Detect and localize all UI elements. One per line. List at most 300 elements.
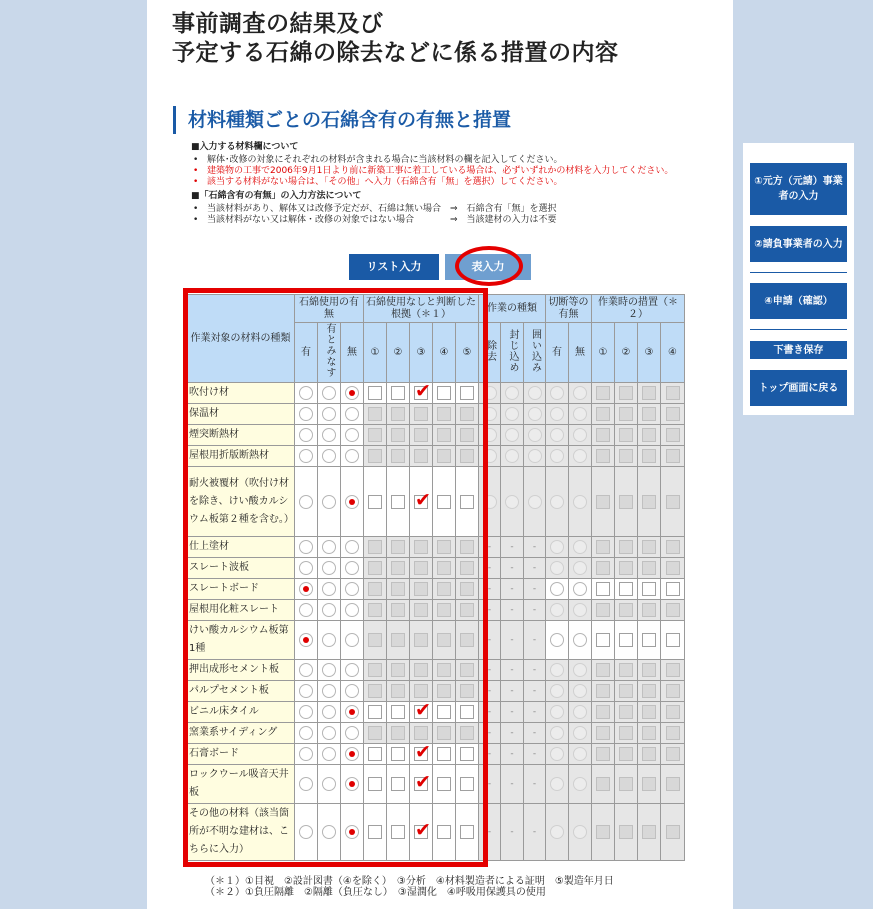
dash-text: -	[510, 827, 514, 837]
notes-heading-asbestos: ■「石綿含有の有無」の入力方法について	[191, 191, 362, 201]
cut-cell	[546, 702, 569, 723]
column-header-work: 封じ込め	[501, 323, 524, 383]
checkbox[interactable]	[666, 603, 680, 617]
material-name: 保温材	[187, 404, 295, 425]
material-name: ロックウール吸音天井板	[187, 765, 295, 804]
side-menu	[743, 143, 854, 415]
checkbox[interactable]	[642, 582, 656, 596]
work-type-cell	[524, 723, 546, 744]
measure-cell	[615, 744, 638, 765]
radio-button[interactable]	[550, 561, 564, 575]
dash-text: -	[532, 665, 537, 675]
measure-cell	[638, 383, 661, 404]
group-header-cut: 切断等の有無	[546, 295, 592, 323]
radio-button[interactable]	[573, 747, 587, 761]
checkbox[interactable]	[642, 633, 656, 647]
column-header-measure: ②	[615, 323, 638, 383]
cut-cell	[569, 744, 592, 765]
notes-list-materials	[191, 155, 721, 188]
radio-button[interactable]	[550, 386, 564, 400]
checkbox[interactable]	[642, 603, 656, 617]
measure-cell	[592, 467, 615, 537]
checkbox[interactable]	[666, 726, 680, 740]
radio-button[interactable]	[573, 495, 587, 509]
measure-cell	[638, 558, 661, 579]
radio-button[interactable]	[573, 428, 587, 442]
measure-cell	[638, 681, 661, 702]
measure-cell	[615, 558, 638, 579]
dash-text: -	[532, 749, 537, 759]
checkbox[interactable]	[666, 705, 680, 719]
column-header-usage: 有とみなす	[318, 323, 341, 383]
measure-cell	[592, 537, 615, 558]
material-name: 仕上塗材	[187, 537, 295, 558]
cut-cell	[546, 383, 569, 404]
dash-text: -	[510, 749, 514, 759]
radio-button[interactable]	[550, 747, 564, 761]
cut-cell	[569, 804, 592, 861]
measure-cell	[638, 425, 661, 446]
measure-cell	[638, 702, 661, 723]
checkbox[interactable]	[666, 540, 680, 554]
checkbox[interactable]	[642, 663, 656, 677]
radio-button[interactable]	[528, 386, 542, 400]
cut-cell	[546, 537, 569, 558]
cut-cell	[546, 558, 569, 579]
dash-text: -	[532, 584, 537, 594]
checkbox[interactable]	[642, 386, 656, 400]
measure-cell	[661, 383, 685, 404]
work-type-cell	[501, 425, 524, 446]
checkbox[interactable]	[642, 825, 656, 839]
checkbox[interactable]	[619, 540, 633, 554]
checkbox[interactable]	[619, 663, 633, 677]
list-input-tab[interactable]: リスト入力	[349, 254, 439, 280]
section-title: 材料種類ごとの石綿含有の有無と措置	[173, 106, 511, 134]
checkbox[interactable]	[596, 825, 610, 839]
measure-cell	[615, 579, 638, 600]
dash-text: -	[510, 728, 514, 738]
work-type-cell	[501, 744, 524, 765]
cut-cell	[546, 600, 569, 621]
checkbox[interactable]	[619, 428, 633, 442]
checkbox[interactable]	[619, 603, 633, 617]
checkbox[interactable]	[642, 449, 656, 463]
cut-cell	[569, 446, 592, 467]
checkbox[interactable]	[642, 495, 656, 509]
radio-button[interactable]	[573, 407, 587, 421]
checkbox[interactable]	[619, 582, 633, 596]
measure-cell	[661, 537, 685, 558]
cut-cell	[546, 660, 569, 681]
footnote-1: （＊１）①目視 ②設計図書（④を除く） ③分析 ④材料製造者による証明 ⑤製造年月日	[205, 876, 614, 887]
radio-button[interactable]	[550, 825, 564, 839]
checkbox[interactable]	[596, 428, 610, 442]
work-type-cell	[501, 660, 524, 681]
measure-cell	[592, 804, 615, 861]
checkbox[interactable]	[642, 684, 656, 698]
submit-confirm-button[interactable]: ④申請（確認）	[750, 283, 847, 319]
checkbox[interactable]	[619, 633, 633, 647]
table-input-tab[interactable]: 表入力	[445, 254, 531, 280]
dash-text: -	[487, 749, 492, 759]
work-type-cell	[524, 600, 546, 621]
checkbox[interactable]	[596, 603, 610, 617]
work-type-cell	[501, 579, 524, 600]
cut-cell	[569, 660, 592, 681]
material-name: 煙突断熱材	[187, 425, 295, 446]
measure-cell	[638, 404, 661, 425]
checkbox[interactable]	[642, 747, 656, 761]
checkbox[interactable]	[666, 777, 680, 791]
checkbox[interactable]	[666, 495, 680, 509]
measure-cell	[592, 723, 615, 744]
radio-button[interactable]	[573, 684, 587, 698]
radio-button[interactable]	[550, 663, 564, 677]
radio-button[interactable]	[573, 633, 587, 647]
measure-cell	[592, 425, 615, 446]
radio-button[interactable]	[573, 705, 587, 719]
column-header-cut: 有	[546, 323, 569, 383]
measure-cell	[638, 446, 661, 467]
dash-text: -	[532, 542, 537, 552]
checkbox[interactable]	[596, 386, 610, 400]
measure-cell	[615, 467, 638, 537]
radio-button[interactable]	[573, 825, 587, 839]
column-header-basis: ④	[433, 323, 456, 383]
cut-cell	[569, 702, 592, 723]
cut-cell	[546, 723, 569, 744]
checkbox[interactable]	[619, 747, 633, 761]
work-type-cell	[501, 558, 524, 579]
checkbox[interactable]	[619, 825, 633, 839]
radio-button[interactable]	[573, 663, 587, 677]
work-type-cell	[501, 702, 524, 723]
radio-button[interactable]	[573, 726, 587, 740]
checkbox[interactable]	[642, 407, 656, 421]
checkbox[interactable]	[642, 428, 656, 442]
measure-cell	[661, 660, 685, 681]
cut-cell	[569, 558, 592, 579]
cut-cell	[546, 404, 569, 425]
back-to-top-button[interactable]: トップ画面に戻る	[750, 370, 847, 406]
save-draft-button[interactable]: 下書き保存	[750, 341, 847, 359]
material-name: 屋根用折版断熱材	[187, 446, 295, 467]
radio-button[interactable]	[573, 561, 587, 575]
cut-cell	[569, 723, 592, 744]
work-type-cell	[524, 446, 546, 467]
measure-cell	[661, 579, 685, 600]
cut-cell	[546, 744, 569, 765]
radio-button[interactable]	[505, 386, 519, 400]
measure-cell	[592, 660, 615, 681]
material-name: ビニル床タイル	[187, 702, 295, 723]
measure-cell	[615, 537, 638, 558]
dash-text: -	[487, 605, 492, 615]
checkbox[interactable]	[619, 407, 633, 421]
measure-cell	[592, 744, 615, 765]
work-type-cell	[501, 681, 524, 702]
measure-cell	[638, 579, 661, 600]
cut-cell	[569, 681, 592, 702]
dash-text: -	[532, 563, 537, 573]
work-type-cell	[524, 804, 546, 861]
measure-cell	[615, 600, 638, 621]
cut-cell	[569, 404, 592, 425]
checkbox[interactable]	[619, 684, 633, 698]
column-header-basis: ②	[387, 323, 410, 383]
dash-text: -	[487, 584, 492, 594]
material-name: 耐火被覆材（吹付け材を除き、けい酸カルシウム板第２種を含む。）	[187, 467, 295, 537]
cut-cell	[546, 425, 569, 446]
measure-cell	[615, 425, 638, 446]
measure-cell	[615, 621, 638, 660]
measure-cell	[615, 702, 638, 723]
dash-text: -	[487, 728, 492, 738]
work-type-cell	[501, 600, 524, 621]
work-type-cell	[501, 765, 524, 804]
checkbox[interactable]	[596, 449, 610, 463]
work-type-cell	[524, 765, 546, 804]
dash-text: -	[487, 827, 492, 837]
cut-cell	[546, 467, 569, 537]
group-header-usage: 石綿使用の有無	[295, 295, 364, 323]
checkbox[interactable]	[666, 663, 680, 677]
checkbox[interactable]	[619, 777, 633, 791]
column-header-measure: ①	[592, 323, 615, 383]
measure-cell	[615, 804, 638, 861]
group-header-basis: 石綿使用なしと判断した根拠（＊１）	[364, 295, 479, 323]
page-title	[172, 10, 619, 68]
cut-cell	[569, 383, 592, 404]
material-name: スレートボード	[187, 579, 295, 600]
column-header-basis: ①	[364, 323, 387, 383]
dash-text: -	[510, 605, 514, 615]
checkbox[interactable]	[619, 726, 633, 740]
subcontractor-button[interactable]: ②請負事業者の入力	[750, 226, 847, 262]
material-name: スレート波板	[187, 558, 295, 579]
measure-cell	[638, 723, 661, 744]
radio-button[interactable]	[573, 449, 587, 463]
dash-text: -	[487, 686, 492, 696]
work-type-cell	[501, 621, 524, 660]
measure-cell	[661, 558, 685, 579]
radio-button[interactable]	[528, 428, 542, 442]
notes-list-asbestos	[191, 204, 721, 226]
checkbox[interactable]	[619, 705, 633, 719]
material-name: パルプセメント板	[187, 681, 295, 702]
cut-cell	[569, 579, 592, 600]
work-type-cell	[501, 804, 524, 861]
note-item: • 建築物の工事で2006年9月1日より前に新築工事に着工している場合は、必ずいずれかの材料を入力してください。	[191, 166, 721, 177]
checkbox[interactable]	[666, 633, 680, 647]
dash-text: -	[532, 635, 537, 645]
checkbox[interactable]	[619, 495, 633, 509]
dash-text: -	[532, 605, 537, 615]
checkbox[interactable]	[642, 540, 656, 554]
measure-cell	[661, 621, 685, 660]
radio-button[interactable]	[505, 428, 519, 442]
checkbox[interactable]	[596, 663, 610, 677]
prime-contractor-button[interactable]: ①元方（元請）事業者の入力	[750, 163, 847, 215]
measure-cell	[615, 404, 638, 425]
cut-cell	[569, 425, 592, 446]
checkbox[interactable]	[596, 540, 610, 554]
page-title-line1: 事前調査の結果及び	[172, 11, 384, 37]
measure-cell	[661, 744, 685, 765]
measure-cell	[638, 804, 661, 861]
dash-text: -	[532, 728, 537, 738]
radio-button[interactable]	[573, 777, 587, 791]
checkbox[interactable]	[596, 561, 610, 575]
dash-text: -	[487, 542, 492, 552]
cut-cell	[569, 621, 592, 660]
checkbox[interactable]	[666, 747, 680, 761]
work-type-cell	[501, 446, 524, 467]
measure-cell	[592, 383, 615, 404]
page-title-line2: 予定する石綿の除去などに係る措置の内容	[172, 40, 619, 66]
column-header-usage: 有	[295, 323, 318, 383]
measure-cell	[638, 744, 661, 765]
checkbox[interactable]	[642, 777, 656, 791]
work-type-cell	[524, 558, 546, 579]
checkbox[interactable]	[666, 582, 680, 596]
radio-button[interactable]	[573, 386, 587, 400]
work-type-cell	[524, 537, 546, 558]
checkbox[interactable]	[666, 449, 680, 463]
dash-text: -	[510, 635, 514, 645]
measure-cell	[592, 765, 615, 804]
material-name: 屋根用化粧スレート	[187, 600, 295, 621]
radio-button[interactable]	[573, 540, 587, 554]
work-type-cell	[501, 467, 524, 537]
radio-button[interactable]	[528, 449, 542, 463]
radio-button[interactable]	[528, 495, 542, 509]
radio-button[interactable]	[505, 407, 519, 421]
radio-button[interactable]	[528, 407, 542, 421]
radio-button[interactable]	[505, 495, 519, 509]
cut-cell	[546, 579, 569, 600]
measure-cell	[638, 765, 661, 804]
work-type-cell	[524, 621, 546, 660]
measure-cell	[661, 702, 685, 723]
column-header-work: 除去	[479, 323, 501, 383]
checkbox[interactable]	[642, 705, 656, 719]
dash-text: -	[487, 665, 492, 675]
radio-button[interactable]	[550, 603, 564, 617]
checkbox[interactable]	[666, 407, 680, 421]
checkbox[interactable]	[619, 449, 633, 463]
checkbox[interactable]	[596, 747, 610, 761]
checkbox[interactable]	[596, 407, 610, 421]
radio-button[interactable]	[573, 603, 587, 617]
checkbox[interactable]	[596, 633, 610, 647]
checkbox[interactable]	[596, 777, 610, 791]
divider	[750, 272, 847, 273]
radio-button[interactable]	[550, 540, 564, 554]
dash-text: -	[487, 707, 492, 717]
radio-button[interactable]	[550, 705, 564, 719]
work-type-cell	[501, 723, 524, 744]
dash-text: -	[487, 563, 492, 573]
radio-button[interactable]	[550, 633, 564, 647]
dash-text: -	[510, 542, 514, 552]
column-header-work: 囲い込み	[524, 323, 546, 383]
instructions	[191, 142, 721, 229]
group-header-work: 作業の種類	[479, 295, 546, 323]
cut-cell	[546, 621, 569, 660]
radio-button[interactable]	[550, 428, 564, 442]
checkbox[interactable]	[642, 561, 656, 575]
radio-button[interactable]	[550, 684, 564, 698]
checkbox[interactable]	[666, 386, 680, 400]
divider	[750, 329, 847, 330]
dash-text: -	[510, 665, 514, 675]
checkbox[interactable]	[596, 582, 610, 596]
cut-cell	[569, 537, 592, 558]
radio-button[interactable]	[550, 407, 564, 421]
work-type-cell	[524, 425, 546, 446]
note-item: • 当該材料がない又は解体・改修の対象ではない場合 ⇒ 当該建材の入力は不要	[191, 215, 721, 226]
radio-button[interactable]	[550, 726, 564, 740]
dash-text: -	[510, 584, 514, 594]
radio-button[interactable]	[550, 495, 564, 509]
measure-cell	[661, 467, 685, 537]
dash-text: -	[510, 707, 514, 717]
measure-cell	[661, 681, 685, 702]
checkbox[interactable]	[619, 386, 633, 400]
notes-heading-materials: ■入力する材料欄について	[191, 142, 299, 152]
cut-cell	[546, 446, 569, 467]
footnotes	[205, 876, 614, 898]
radio-button[interactable]	[550, 777, 564, 791]
column-header-measure: ④	[661, 323, 685, 383]
checkbox[interactable]	[596, 705, 610, 719]
radio-button[interactable]	[550, 582, 564, 596]
radio-button[interactable]	[505, 449, 519, 463]
work-type-cell	[524, 660, 546, 681]
measure-cell	[638, 660, 661, 681]
column-header-measure: ③	[638, 323, 661, 383]
work-type-cell	[524, 744, 546, 765]
checkbox[interactable]	[642, 726, 656, 740]
cut-cell	[569, 765, 592, 804]
radio-button[interactable]	[573, 582, 587, 596]
dash-text: -	[532, 779, 537, 789]
checkbox[interactable]	[596, 684, 610, 698]
note-item: • 当該材料があり、解体又は改修予定だが、石綿は無い場合 ⇒ 石綿含有「無」を選択	[191, 204, 721, 215]
checkbox[interactable]	[619, 561, 633, 575]
cut-cell	[546, 765, 569, 804]
footnote-2: （＊２）①負圧隔離 ②隔離（負圧なし） ③湿潤化 ④呼吸用保護具の使用	[205, 887, 546, 898]
work-type-cell	[524, 467, 546, 537]
material-name: 押出成形セメント板	[187, 660, 295, 681]
radio-button[interactable]	[550, 449, 564, 463]
checkbox[interactable]	[596, 726, 610, 740]
measure-cell	[661, 404, 685, 425]
dash-text: -	[532, 827, 537, 837]
checkbox[interactable]	[596, 495, 610, 509]
column-header-basis: ⑤	[456, 323, 479, 383]
checkbox[interactable]	[666, 561, 680, 575]
checkbox[interactable]	[666, 428, 680, 442]
cut-cell	[546, 804, 569, 861]
checkbox[interactable]	[666, 825, 680, 839]
material-name: 吹付け材	[187, 383, 295, 404]
measure-cell	[661, 804, 685, 861]
work-type-cell	[501, 404, 524, 425]
checkbox[interactable]	[666, 684, 680, 698]
